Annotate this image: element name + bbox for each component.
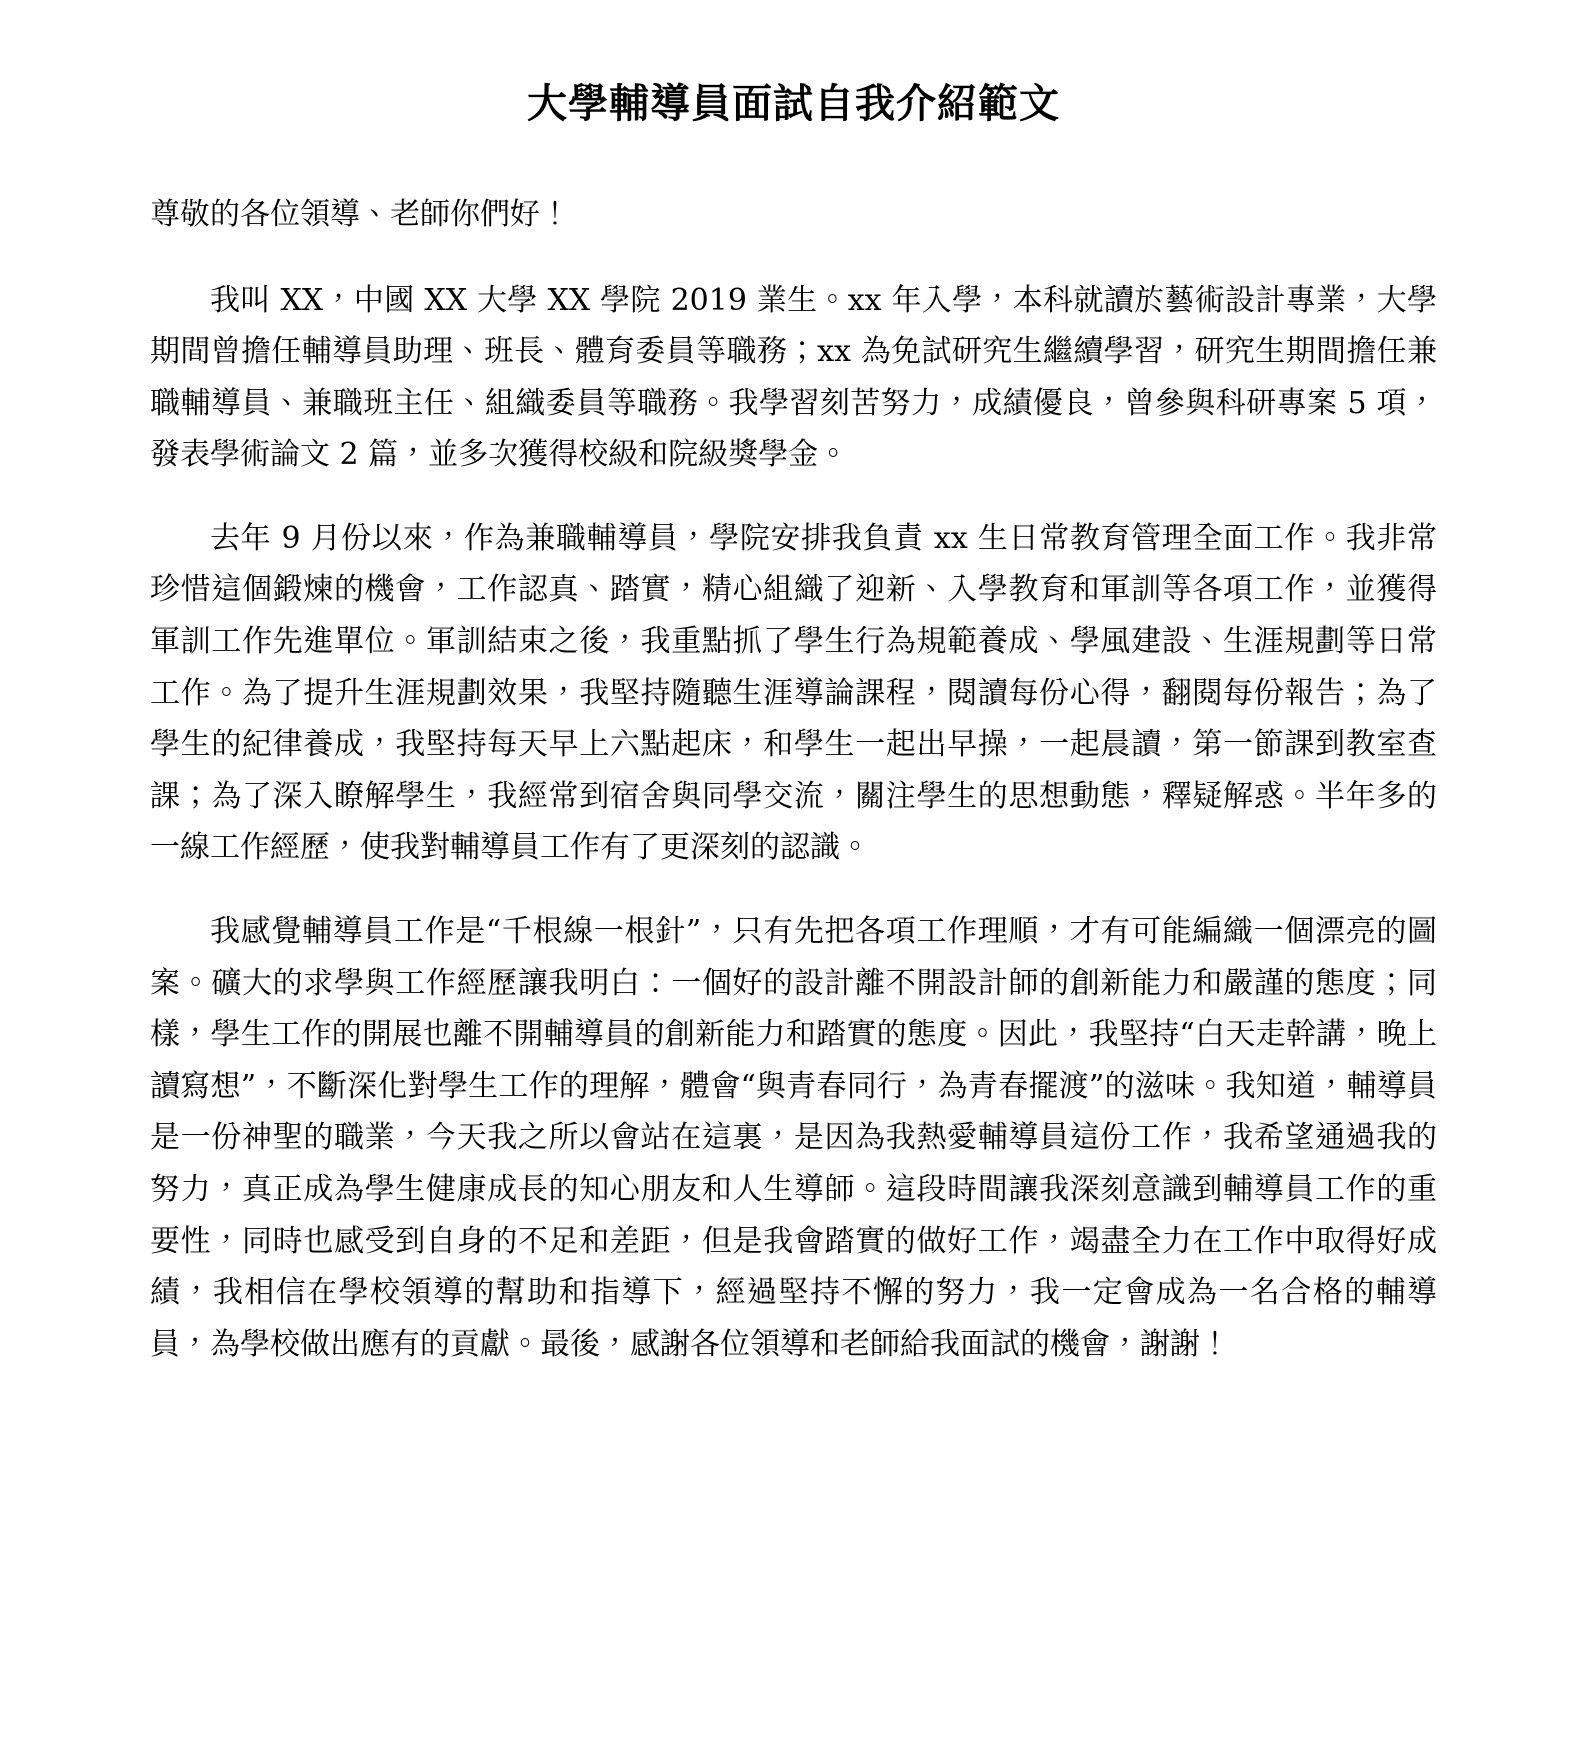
salutation-line: 尊敬的各位領導、老師你們好！ [150,197,570,232]
body-paragraph-2: 去年 9 月份以來，作為兼職輔導員，學院安排我負責 xx 生日常教育管理全面工作。我非常珍惜這個鍛煉的機會，工作認真、踏實，精心組織了迎新、入學教育和軍訓等各項工作，並獲得軍訓工作先進單位。軍訓結束之後，我重點抓了學生行為規範養成、學風建設、生涯規劃等日常工作。為了提升生涯規劃效果，我堅持隨聽生涯導論課程，閱讀每份心得，翻閱每份報告；為了學生的紀律養成，我堅持每天早上六點起床，和學生一起出早操，一起晨讀，第一節課到教室查課；為了深入瞭解學生，我經常到宿舍與同學交流，關注學生的思想動態，釋疑解惑。半年多的一線工作經歷，使我對輔導員工作有了更深刻的認識。 [150,520,1437,866]
body-paragraph-3: 我感覺輔導員工作是“千根線一根針”，只有先把各項工作理順，才有可能編織一個漂亮的圖案。礦大的求學與工作經歷讓我明白：一個好的設計離不開設計師的創新能力和嚴謹的態度；同樣，學生工作的開展也離不開輔導員的創新能力和踏實的態度。因此，我堅持“白天走幹講，晚上讀寫想”，不斷深化對學生工作的理解，體會“與青春同行，為青春擺渡”的滋味。我知道，輔導員是一份神聖的職業，今天我之所以會站在這裏，是因為我熱愛輔導員這份工作，我希望通過我的努力，真正成為學生健康成長的知心朋友和人生導師。這段時間讓我深刻意識到輔導員工作的重要性，同時也感受到自身的不足和差距，但是我會踏實的做好工作，竭盡全力在工作中取得好成績，我相信在學校領導的幫助和指導下，經過堅持不懈的努力，我一定會成為一名合格的輔導員，為學校做出應有的貢獻。最後，感謝各位領導和老師給我面試的機會，謝謝！ [150,914,1437,1362]
body-paragraph-1: 我叫 XX，中國 XX 大學 XX 學院 2019 業生。xx 年入學，本科就讀於藝術設計專業，大學期間曾擔任輔導員助理、班長、體育委員等職務；xx 為免試研究生繼續學習，研究生期間擔任兼職輔導員、兼職班主任、組織委員等職務。我學習刻苦努力，成績優良，曾參與科研專案 5 項，發表學術論文 2 篇，並多次獲得校級和院級獎學金。 [150,282,1437,473]
page-title: 大學輔導員面試自我介紹範文 [527,80,1060,127]
